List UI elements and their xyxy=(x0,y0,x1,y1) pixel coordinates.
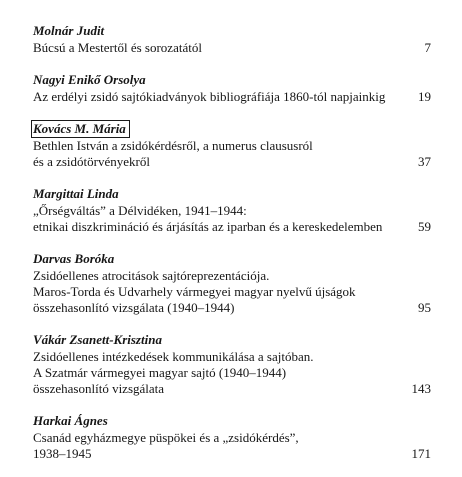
entry-title-line: és a zsidótörvényekről xyxy=(33,154,150,169)
toc-entry xyxy=(33,185,431,235)
entry-page-number: 19 xyxy=(418,89,431,104)
toc-entry xyxy=(33,250,431,316)
entry-title-line: Zsidóellenes atrocitások sajtóreprezentációja. xyxy=(33,268,270,283)
entry-title-line: A Szatmár vármegyei magyar sajtó (1940–1944) xyxy=(33,365,287,380)
entry-page-number: 95 xyxy=(418,300,431,315)
entry-title-line: „Őrségváltás” a Délvidéken, 1941–1944: xyxy=(33,203,247,218)
entry-title-line: Az erdélyi zsidó sajtókiadványok bibliográfiája 1860-tól napjainkig xyxy=(33,89,386,104)
entry-title-line: 1938–1945 xyxy=(33,446,92,461)
toc-entry xyxy=(33,71,431,105)
entry-title-line: Bethlen István a zsidókérdésről, a numerus claususról xyxy=(33,138,313,153)
entry-author: Darvas Boróka xyxy=(33,251,115,266)
entry-page-number: 59 xyxy=(418,219,431,234)
toc-entry xyxy=(33,22,431,56)
toc-entry xyxy=(33,331,431,397)
entry-page-number: 143 xyxy=(411,381,431,396)
entry-author-boxed: Kovács M. Mária xyxy=(31,120,130,138)
entry-title-line: etnikai diszkrimináció és árjásítás az iparban és a kereskedelemben xyxy=(33,219,383,234)
entry-author: Harkai Ágnes xyxy=(33,413,108,428)
entry-author: Margittai Linda xyxy=(33,186,119,201)
toc-entry xyxy=(33,412,431,462)
toc-entry xyxy=(33,120,431,170)
entry-title-line: Búcsú a Mestertől és sorozatától xyxy=(33,40,202,55)
entry-page-number: 7 xyxy=(424,40,431,55)
entry-page-number: 171 xyxy=(411,446,431,461)
entry-page-number: 37 xyxy=(418,154,431,169)
entry-title-line: összehasonlító vizsgálata (1940–1944) xyxy=(33,300,235,315)
entry-title-line: összehasonlító vizsgálata xyxy=(33,381,165,396)
entry-title-line: Csanád egyházmegye püspökei és a „zsidókérdés”, xyxy=(33,430,299,445)
entry-title-line: Zsidóellenes intézkedések kommunikálása a sajtóban. xyxy=(33,349,314,364)
entry-title-line: Maros-Torda és Udvarhely vármegyei magyar nyelvű újságok xyxy=(33,284,356,299)
table-of-contents xyxy=(33,22,431,477)
entry-author: Nagyi Enikő Orsolya xyxy=(33,72,146,87)
entry-author: Molnár Judit xyxy=(33,23,105,38)
entry-author: Vákár Zsanett-Krisztina xyxy=(33,332,162,347)
